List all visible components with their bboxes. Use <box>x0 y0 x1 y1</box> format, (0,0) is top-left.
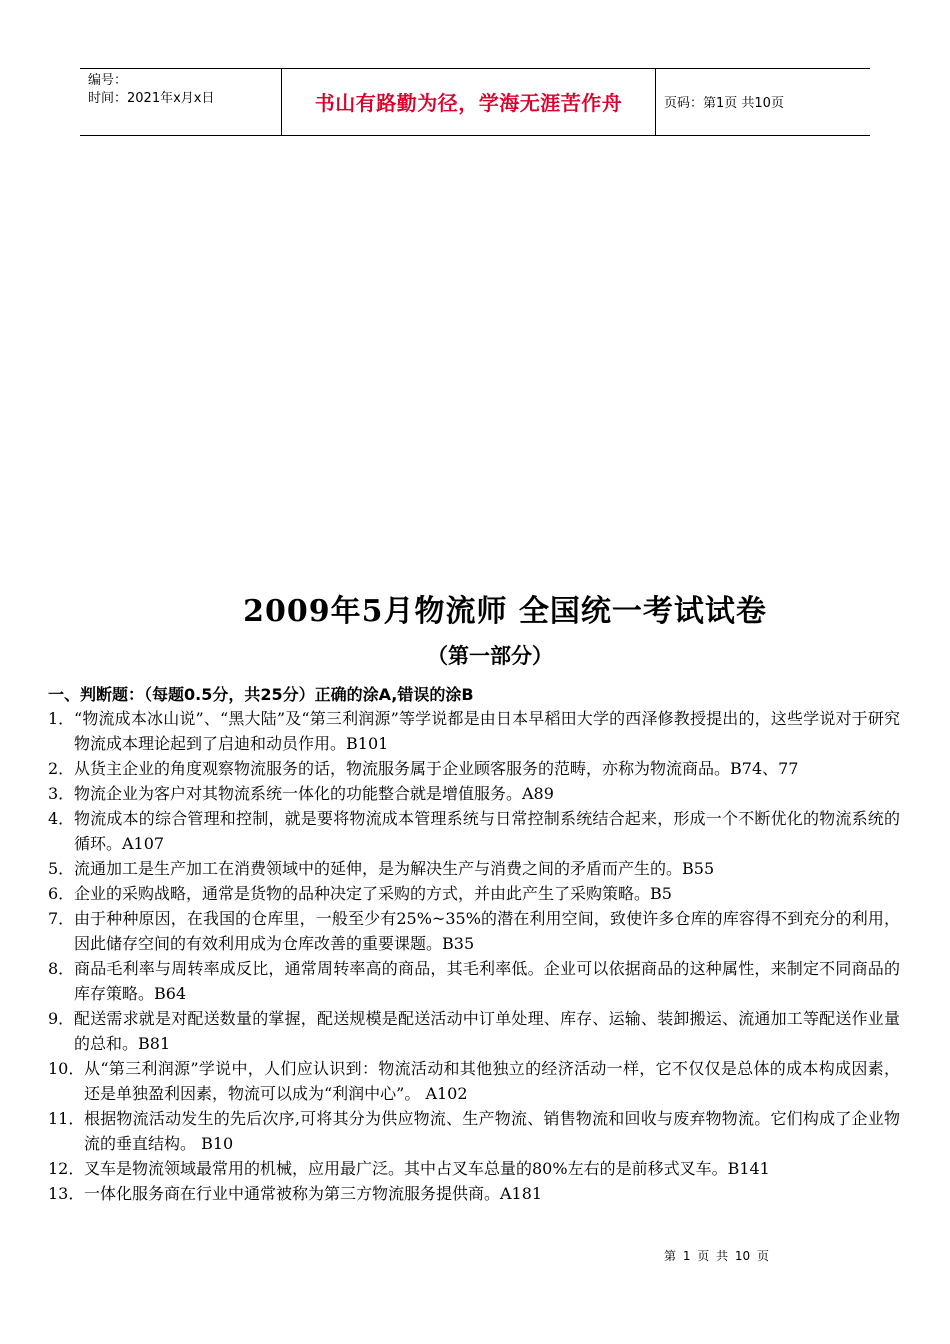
question-number: 5． <box>48 859 75 878</box>
question-text: 由于种种原因，在我国的仓库里，一般至少有25%~35%的潜在利用空间，致使许多仓库的库容得不到充分的利用，因此储存空间的有效利用成为仓库改善的重要课题。B35 <box>74 909 900 953</box>
question-number: 3． <box>48 784 75 803</box>
question-text: “物流成本冰山说”、“黑大陆”及“第三利润源”等学说都是由日本早稻田大学的西泽修教授提出的，这些学说对于研究物流成本理论起到了启迪和动员作用。B101 <box>74 709 900 753</box>
question-text: 商品毛利率与周转率成反比，通常周转率高的商品，其毛利率低。企业可以依据商品的这种属性，来制定不同商品的库存策略。B64 <box>74 959 900 1003</box>
section-heading: 一、判断题：（每题0.5分，共25分）正确的涂A,错误的涂B <box>48 685 474 704</box>
question-number: 2． <box>48 759 75 778</box>
question-number: 4． <box>48 809 75 828</box>
question-item <box>48 1156 900 1181</box>
question-number: 11． <box>48 1109 85 1128</box>
question-item <box>48 756 900 781</box>
question-number: 6． <box>48 884 75 903</box>
question-item <box>48 906 900 956</box>
question-number: 10． <box>48 1059 85 1078</box>
question-text: 从“第三利润源”学说中，人们应认识到：物流活动和其他独立的经济活动一样，它不仅仅是总体的成本构成因素，还是单独盈利因素，物流可以成为“利润中心”。 A102 <box>84 1059 900 1103</box>
question-item <box>48 881 900 906</box>
header-meta <box>88 72 278 108</box>
document-title: 2009年5月物流师 全国统一考试试卷 <box>243 594 767 629</box>
question-text: 企业的采购战略，通常是货物的品种决定了采购的方式，并由此产生了采购策略。B5 <box>74 884 672 903</box>
question-number: 13． <box>48 1184 85 1203</box>
document-subtitle: （第一部分） <box>427 643 553 668</box>
question-item <box>48 1181 900 1206</box>
question-number: 7． <box>48 909 75 928</box>
question-item <box>48 1006 900 1056</box>
question-text: 叉车是物流领域最常用的机械，应用最广泛。其中占叉车总量的80%左右的是前移式叉车。B141 <box>84 1159 770 1178</box>
question-item <box>48 706 900 756</box>
question-text: 物流企业为客户对其物流系统一体化的功能整合就是增值服务。A89 <box>74 784 554 803</box>
header-page-number: 页码：第1页 共10页 <box>664 96 784 111</box>
question-number: 12． <box>48 1159 85 1178</box>
question-item <box>48 806 900 856</box>
code-label: 编号： <box>88 73 128 88</box>
question-text: 配送需求就是对配送数量的掌握，配送规模是配送活动中订单处理、库存、运输、装卸搬运、流通加工等配送作业量的总和。B81 <box>74 1009 900 1053</box>
question-number: 9． <box>48 1009 75 1028</box>
question-text: 根据物流活动发生的先后次序,可将其分为供应物流、生产物流、销售物流和回收与废弃物物流。它们构成了企业物流的垂直结构。 B10 <box>84 1109 900 1153</box>
question-text: 物流成本的综合管理和控制，就是要将物流成本管理系统与日常控制系统结合起来，形成一个不断优化的物流系统的循环。A107 <box>74 809 900 853</box>
header-bottom-rule <box>80 135 870 136</box>
question-number: 1． <box>48 709 75 728</box>
question-text: 流通加工是生产加工在消费领域中的延伸，是为解决生产与消费之间的矛盾而产生的。B55 <box>74 859 715 878</box>
date-label: 时间：2021年x月x日 <box>88 91 215 106</box>
question-number: 8． <box>48 959 75 978</box>
question-item <box>48 856 900 881</box>
question-item <box>48 956 900 1006</box>
header-divider-right <box>655 68 656 136</box>
question-text: 从货主企业的角度观察物流服务的话，物流服务属于企业顾客服务的范畴，亦称为物流商品。B74、77 <box>74 759 799 778</box>
question-text: 一体化服务商在行业中通常被称为第三方物流服务提供商。A181 <box>84 1184 543 1203</box>
page-footer: 第 1 页 共 10 页 <box>664 1249 769 1263</box>
question-item <box>48 1056 900 1106</box>
question-item <box>48 781 900 806</box>
question-item <box>48 1106 900 1156</box>
question-list <box>48 706 900 1206</box>
header-motto: 书山有路勤为径，学海无涯苦作舟 <box>314 91 623 115</box>
